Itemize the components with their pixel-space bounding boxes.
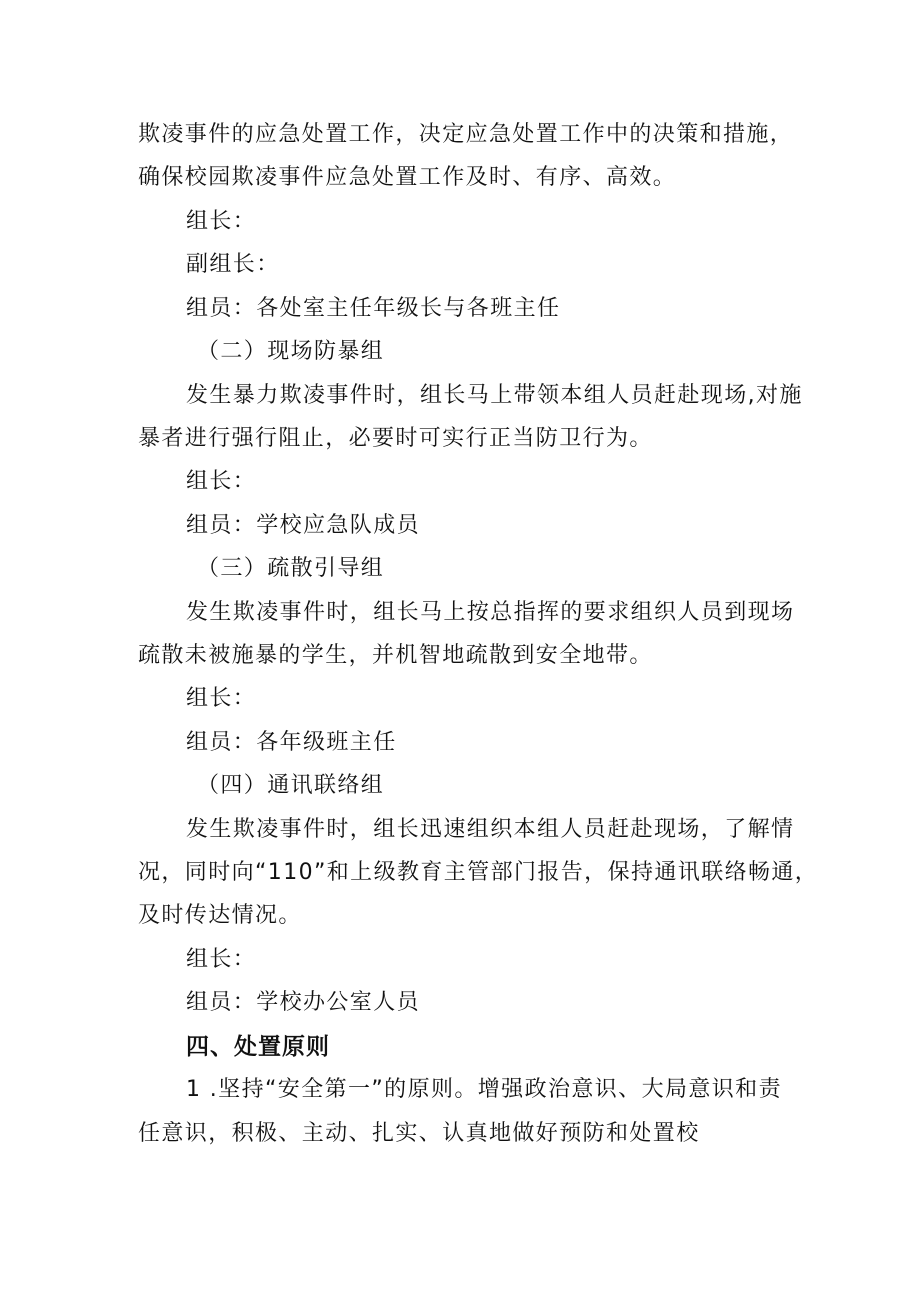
section-title: （三）疏散引导组 <box>197 556 385 581</box>
group-members-line: 组员：学校办公室人员 <box>186 990 421 1015</box>
deputy-leader-label: 副组长： <box>186 252 280 277</box>
paragraph-line: 发生欺凌事件时，组长马上按总指挥的要求组织人员到现场 <box>186 600 795 625</box>
group-members-line: 组员：各年级班主任 <box>186 730 397 755</box>
chapter-heading: 四、处置原则 <box>186 1034 330 1060</box>
paragraph-line: 欺凌事件的应急处置工作，决定应急处置工作中的决策和措施， <box>138 122 794 147</box>
group-leader-label: 组长： <box>186 686 257 711</box>
paragraph-line: 暴者进行强行阻止，必要时可实行正当防卫行为。 <box>138 426 653 451</box>
paragraph-line: 发生欺凌事件时，组长迅速组织本组人员赶赴现场，了解情 <box>186 817 795 842</box>
group-leader-label: 组长： <box>186 209 257 234</box>
section-title: （二）现场防暴组 <box>197 339 385 364</box>
paragraph-line: 疏散未被施暴的学生，并机智地疏散到安全地带。 <box>138 643 653 668</box>
paragraph-line: 发生暴力欺凌事件时，组长马上带领本组人员赶赴现场,对施 <box>186 383 803 408</box>
group-leader-label: 组长： <box>186 947 257 972</box>
group-members-line: 组员：各处室主任年级长与各班主任 <box>186 296 561 321</box>
section-title: （四）通讯联络组 <box>197 773 385 798</box>
paragraph-line: 况，同时向“110”和上级教育主管部门报告，保持通讯联络畅通， <box>138 860 819 885</box>
group-leader-label: 组长： <box>186 469 257 494</box>
paragraph-line: 及时传达情况。 <box>138 903 302 928</box>
paragraph-line: 任意识，积极、主动、扎实、认真地做好预防和处置校 <box>138 1121 700 1146</box>
group-members-line: 组员：学校应急队成员 <box>186 513 421 538</box>
paragraph-line: 1 .坚持“安全第一”的原则。增强政治意识、大局意识和责 <box>186 1077 782 1102</box>
paragraph-line: 确保校园欺凌事件应急处置工作及时、有序、高效。 <box>138 165 677 190</box>
